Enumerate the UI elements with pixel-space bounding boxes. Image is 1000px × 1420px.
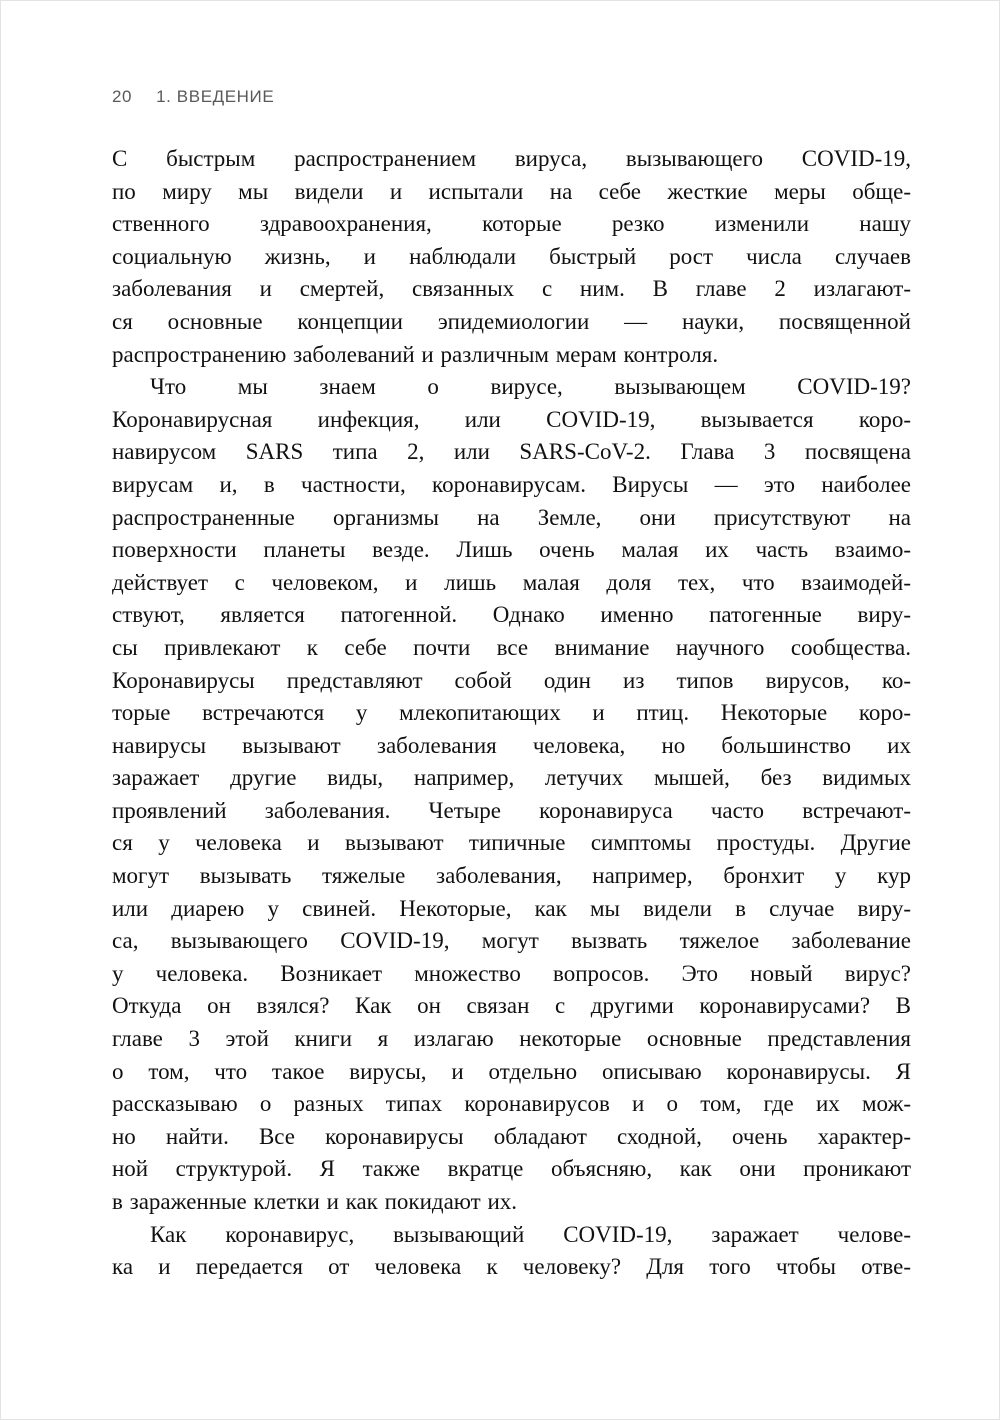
paragraph [112, 143, 911, 371]
text-line: распространенные организмы на Земле, они присутствуют на [112, 504, 911, 530]
text-line: ся основные концепции эпидемиологии — науки, посвященной [112, 308, 911, 334]
text-line: рассказываю о разных типах коронавирусов и о том, где их мож- [112, 1091, 911, 1117]
text-line: о том, что такое вирусы, и отдельно описываю коронавирусы. Я [112, 1058, 911, 1084]
text-line: Что мы знаем о вирусе, вызывающем COVID-19? [150, 374, 911, 400]
text-line: в зараженные клетки и как покидают их. [112, 1189, 518, 1214]
text-line: ся у человека и вызывают типичные симптомы простуды. Другие [112, 830, 911, 856]
text-line: могут вызывать тяжелые заболевания, например, бронхит у кур [112, 863, 911, 889]
page-body [112, 143, 911, 1284]
text-line: ной структурой. Я также вкратце объясняю, как они проникают [112, 1156, 911, 1182]
text-line: ка и передается от человека к человеку? Для того чтобы отве- [112, 1254, 911, 1280]
text-line: действует с человеком, и лишь малая доля тех, что взаимодей- [112, 569, 911, 595]
text-line: распространению заболеваний и различным мерам контроля. [112, 341, 719, 367]
text-line: С быстрым распространением вируса, вызывающего COVID-19, [112, 146, 911, 171]
chapter-title: 1. ВВЕДЕНИЕ [156, 87, 275, 106]
text-line: проявлений заболевания. Четыре коронавируса часто встречают- [112, 797, 911, 823]
text-line: Как коронавирус, вызывающий COVID-19, заражает челове- [150, 1221, 911, 1247]
text-line: заболевания и смертей, связанных с ним. В главе 2 излагают- [112, 276, 911, 302]
text-line: социальную жизнь, и наблюдали быстрый рост числа случаев [112, 243, 911, 269]
text-line: Откуда он взялся? Как он связан с другими коронавирусами? В [112, 993, 911, 1019]
text-line: или диарею у свиней. Некоторые, как мы видели в случае виру- [112, 895, 911, 921]
text-line: торые встречаются у млекопитающих и птиц. Некоторые коро- [112, 700, 911, 726]
text-line: заражает другие виды, например, летучих мышей, без видимых [112, 765, 911, 791]
text-line: Коронавирусы представляют собой один из типов вирусов, ко- [112, 667, 911, 693]
text-line: навирусом SARS типа 2, или SARS-CoV-2. Глава 3 посвящена [112, 439, 911, 465]
text-line: по миру мы видели и испытали на себе жесткие меры обще- [112, 178, 911, 204]
page-number: 20 [112, 87, 133, 106]
paragraph [112, 1219, 911, 1284]
text-line: навирусы вызывают заболевания человека, но большинство их [112, 732, 911, 758]
text-line: Коронавирусная инфекция, или COVID-19, вызывается коро- [112, 406, 911, 432]
text-line: сы привлекают к себе почти все внимание научного сообщества. [112, 634, 911, 660]
page-header [112, 87, 909, 107]
text-line: ственного здравоохранения, которые резко изменили нашу [112, 211, 911, 237]
text-line: но найти. Все коронавирусы обладают сходной, очень характер- [112, 1123, 911, 1149]
paragraph [112, 371, 911, 1218]
text-line: поверхности планеты везде. Лишь очень малая их часть взаимо- [112, 537, 911, 563]
text-line: главе 3 этой книги я излагаю некоторые основные представления [112, 1026, 911, 1052]
text-line: у человека. Возникает множество вопросов. Это новый вирус? [112, 960, 911, 986]
text-line: вирусам и, в частности, коронавирусам. Вирусы — это наиболее [112, 471, 911, 497]
text-line: ствуют, является патогенной. Однако именно патогенные виру- [112, 602, 911, 628]
text-line: са, вызывающего COVID-19, могут вызвать тяжелое заболевание [112, 928, 911, 954]
